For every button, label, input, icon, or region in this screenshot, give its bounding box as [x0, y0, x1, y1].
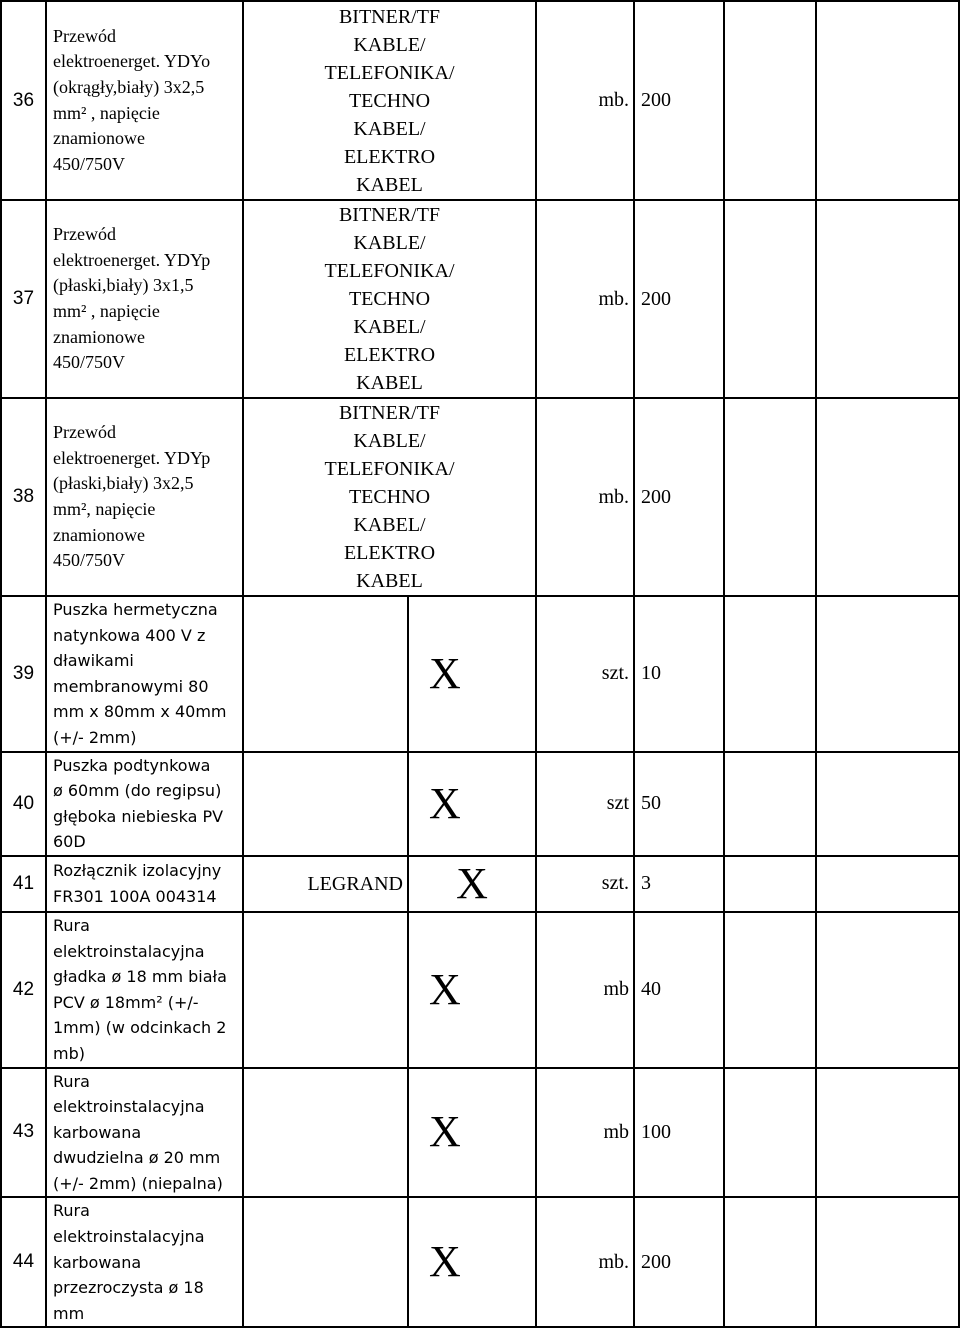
empty-cell [724, 856, 816, 912]
quantity: 200 [634, 1, 724, 200]
table-row [1, 1197, 959, 1327]
row-number: 42 [1, 912, 46, 1068]
producer-name [243, 912, 408, 1068]
cross-mark-icon: X [408, 752, 536, 856]
table-row [1, 856, 959, 912]
row-number: 36 [1, 1, 46, 200]
item-description: Przewód elektroenerget. YDYp (płaski,biały) 3x2,5 mm², napięcie znamionowe 450/750V [46, 398, 243, 596]
quantity: 200 [634, 398, 724, 596]
unit: mb. [536, 200, 634, 398]
item-description: Przewód elektroenerget. YDYo (okrągły,biały) 3x2,5 mm² , napięcie znamionowe 450/750V [46, 1, 243, 200]
quantity: 200 [634, 200, 724, 398]
empty-cell [816, 398, 959, 596]
item-description: Rura elektroinstalacyjna gładka ø 18 mm biała PCV ø 18mm² (+/- 1mm) (w odcinkach 2 mb) [46, 912, 243, 1068]
empty-cell [816, 1197, 959, 1327]
row-number: 41 [1, 856, 46, 912]
empty-cell [816, 1, 959, 200]
cross-mark-icon: X [408, 1068, 536, 1198]
empty-cell [816, 752, 959, 856]
producer-name: LEGRAND [243, 856, 408, 912]
empty-cell [816, 912, 959, 1068]
unit: mb [536, 1068, 634, 1198]
producer-name: BITNER/TF KABLE/ TELEFONIKA/ TECHNO KABEL/ ELEKTRO KABEL [243, 200, 536, 398]
table-row [1, 912, 959, 1068]
empty-cell [816, 856, 959, 912]
table-row [1, 752, 959, 856]
row-number: 39 [1, 596, 46, 752]
unit: mb [536, 912, 634, 1068]
item-description: Rozłącznik izolacyjny FR301 100A 004314 [46, 856, 243, 912]
cross-mark-icon: X [408, 856, 536, 912]
table-row [1, 1068, 959, 1198]
producer-name [243, 596, 408, 752]
unit: mb. [536, 398, 634, 596]
empty-cell [724, 398, 816, 596]
row-number: 44 [1, 1197, 46, 1327]
quantity: 3 [634, 856, 724, 912]
unit: szt [536, 752, 634, 856]
row-number: 37 [1, 200, 46, 398]
row-number: 43 [1, 1068, 46, 1198]
item-description: Puszka podtynkowa ø 60mm (do regipsu) głęboka niebieska PV 60D [46, 752, 243, 856]
empty-cell [724, 200, 816, 398]
empty-cell [724, 1, 816, 200]
producer-name [243, 1197, 408, 1327]
empty-cell [816, 596, 959, 752]
empty-cell [724, 1068, 816, 1198]
table-row [1, 398, 959, 596]
row-number: 40 [1, 752, 46, 856]
cross-mark-icon: X [408, 1197, 536, 1327]
quantity: 10 [634, 596, 724, 752]
empty-cell [816, 1068, 959, 1198]
producer-name [243, 752, 408, 856]
table-row [1, 596, 959, 752]
cross-mark-icon: X [408, 912, 536, 1068]
empty-cell [724, 596, 816, 752]
unit: mb. [536, 1197, 634, 1327]
unit: mb. [536, 1, 634, 200]
empty-cell [816, 200, 959, 398]
row-number: 38 [1, 398, 46, 596]
unit: szt. [536, 596, 634, 752]
producer-name [243, 1068, 408, 1198]
item-description: Puszka hermetyczna natynkowa 400 V z dławikami membranowymi 80 mm x 80mm x 40mm (+/- 2mm) [46, 596, 243, 752]
producer-name: BITNER/TF KABLE/ TELEFONIKA/ TECHNO KABEL/ ELEKTRO KABEL [243, 1, 536, 200]
item-description: Przewód elektroenerget. YDYp (płaski,biały) 3x1,5 mm² , napięcie znamionowe 450/750V [46, 200, 243, 398]
table-row [1, 200, 959, 398]
empty-cell [724, 1197, 816, 1327]
cross-mark-icon: X [408, 596, 536, 752]
table-row [1, 1, 959, 200]
empty-cell [724, 912, 816, 1068]
empty-cell [724, 752, 816, 856]
producer-name: BITNER/TF KABLE/ TELEFONIKA/ TECHNO KABEL/ ELEKTRO KABEL [243, 398, 536, 596]
quantity: 200 [634, 1197, 724, 1327]
item-description: Rura elektroinstalacyjna karbowana dwudzielna ø 20 mm (+/- 2mm) (niepalna) [46, 1068, 243, 1198]
quantity: 100 [634, 1068, 724, 1198]
quantity: 50 [634, 752, 724, 856]
unit: szt. [536, 856, 634, 912]
quantity: 40 [634, 912, 724, 1068]
item-description: Rura elektroinstalacyjna karbowana przezroczysta ø 18 mm [46, 1197, 243, 1327]
